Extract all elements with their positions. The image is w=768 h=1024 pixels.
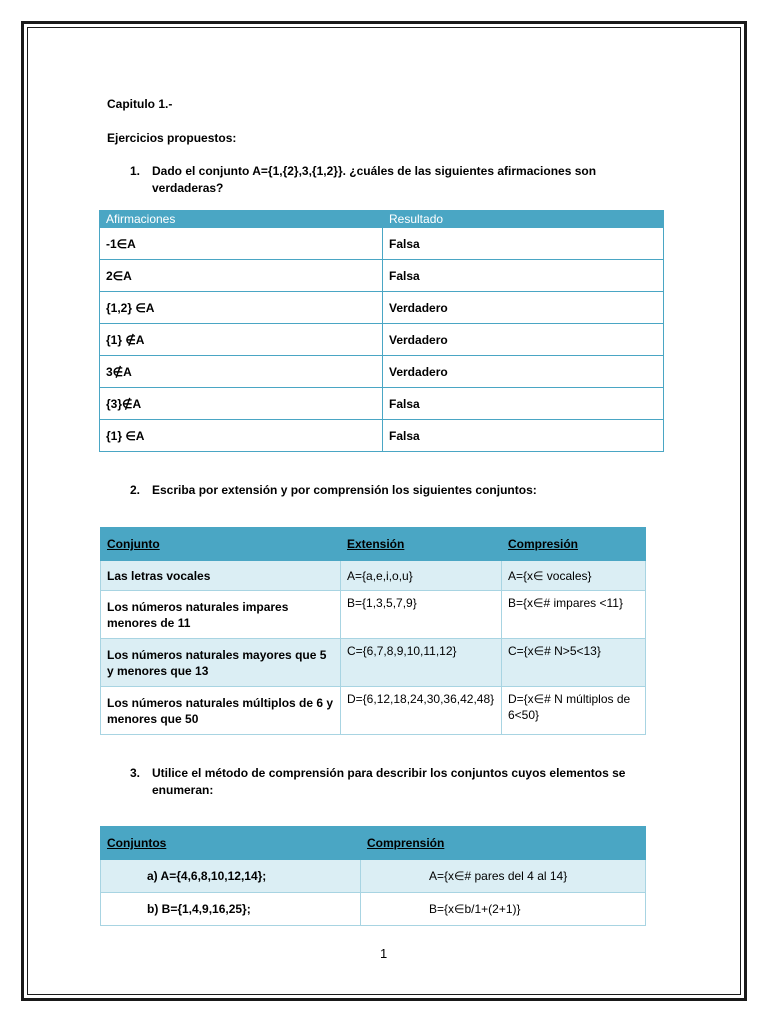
table-cell: B={x∈b/1+(2+1)} [361, 893, 646, 926]
table-row [101, 860, 646, 893]
q3-line1: Utilice el método de comprensión para describir los conjuntos cuyos elementos se [152, 766, 626, 780]
table-row [100, 420, 664, 452]
table-row [101, 687, 646, 735]
table-cell: {1} ∈A [100, 420, 383, 452]
table-cell: Falsa [383, 260, 664, 292]
table-cell: C={x∈# N>5<13} [502, 639, 646, 687]
sets-table [100, 527, 646, 735]
table-cell: {1,2} ∈A [100, 292, 383, 324]
header-cell: Comprensión [361, 827, 646, 860]
table-row [101, 893, 646, 926]
table-row [101, 591, 646, 639]
table-cell: Los números naturales mayores que 5 y menores que 13 [101, 639, 341, 687]
header-cell: Compresión [502, 528, 646, 561]
table-cell: A={x∈# pares del 4 al 14} [361, 860, 646, 893]
table-row [100, 356, 664, 388]
affirmations-table [99, 210, 664, 452]
table-cell: {1} ∉A [100, 324, 383, 356]
q3-line2: enumeran: [152, 783, 214, 797]
table-cell: C={6,7,8,9,10,11,12} [341, 639, 502, 687]
table-cell: -1∈A [100, 228, 383, 260]
table-cell: A={x∈ vocales} [502, 561, 646, 591]
header-cell: Conjunto [101, 528, 341, 561]
table-cell: A={a,e,i,o,u} [341, 561, 502, 591]
table-cell: a) A={4,6,8,10,12,14}; [101, 860, 361, 893]
table-cell: Falsa [383, 420, 664, 452]
table-cell: Los números naturales impares menores de 11 [101, 591, 341, 639]
page-number: 1 [380, 946, 388, 961]
table-cell: {3}∉A [100, 388, 383, 420]
table-header-row [101, 827, 646, 860]
table-row [100, 388, 664, 420]
section-title: Ejercicios propuestos: [107, 131, 237, 145]
header-cell: Conjuntos [101, 827, 361, 860]
table-cell: Falsa [383, 388, 664, 420]
table-cell: D={6,12,18,24,30,36,42,48} [341, 687, 502, 735]
table-cell: D={x∈# N múltiplos de 6<50} [502, 687, 646, 735]
comprehension-table [100, 826, 646, 926]
table-cell: Verdadero [383, 324, 664, 356]
table-cell: 3∉A [100, 356, 383, 388]
table-cell: B={1,3,5,7,9} [341, 591, 502, 639]
table-cell: Las letras vocales [101, 561, 341, 591]
chapter-title: Capitulo 1.- [107, 97, 173, 111]
table-cell: b) B={1,4,9,16,25}; [101, 893, 361, 926]
q2-number: 2. [130, 483, 141, 497]
table-row [101, 561, 646, 591]
table-row [100, 324, 664, 356]
q1-number: 1. [130, 164, 141, 178]
q1-line1: Dado el conjunto A={1,{2},3,{1,2}}. ¿cuáles de las siguientes afirmaciones son [152, 164, 597, 178]
q1-line2: verdaderas? [152, 181, 224, 195]
header-cell: Extensión [341, 528, 502, 561]
table-row [101, 639, 646, 687]
table-header-row [101, 528, 646, 561]
table-row [100, 292, 664, 324]
table-header-row [100, 211, 664, 228]
table-row [100, 228, 664, 260]
table-cell: B={x∈# impares <11} [502, 591, 646, 639]
header-cell: Afirmaciones [100, 211, 383, 228]
table-cell: Los números naturales múltiplos de 6 y menores que 50 [101, 687, 341, 735]
table-cell: Verdadero [383, 356, 664, 388]
q2-text: Escriba por extensión y por comprensión los siguientes conjuntos: [152, 483, 537, 497]
table-cell: Falsa [383, 228, 664, 260]
q3-number: 3. [130, 766, 141, 780]
table-cell: Verdadero [383, 292, 664, 324]
header-cell: Resultado [383, 211, 664, 228]
table-cell: 2∈A [100, 260, 383, 292]
table-row [100, 260, 664, 292]
